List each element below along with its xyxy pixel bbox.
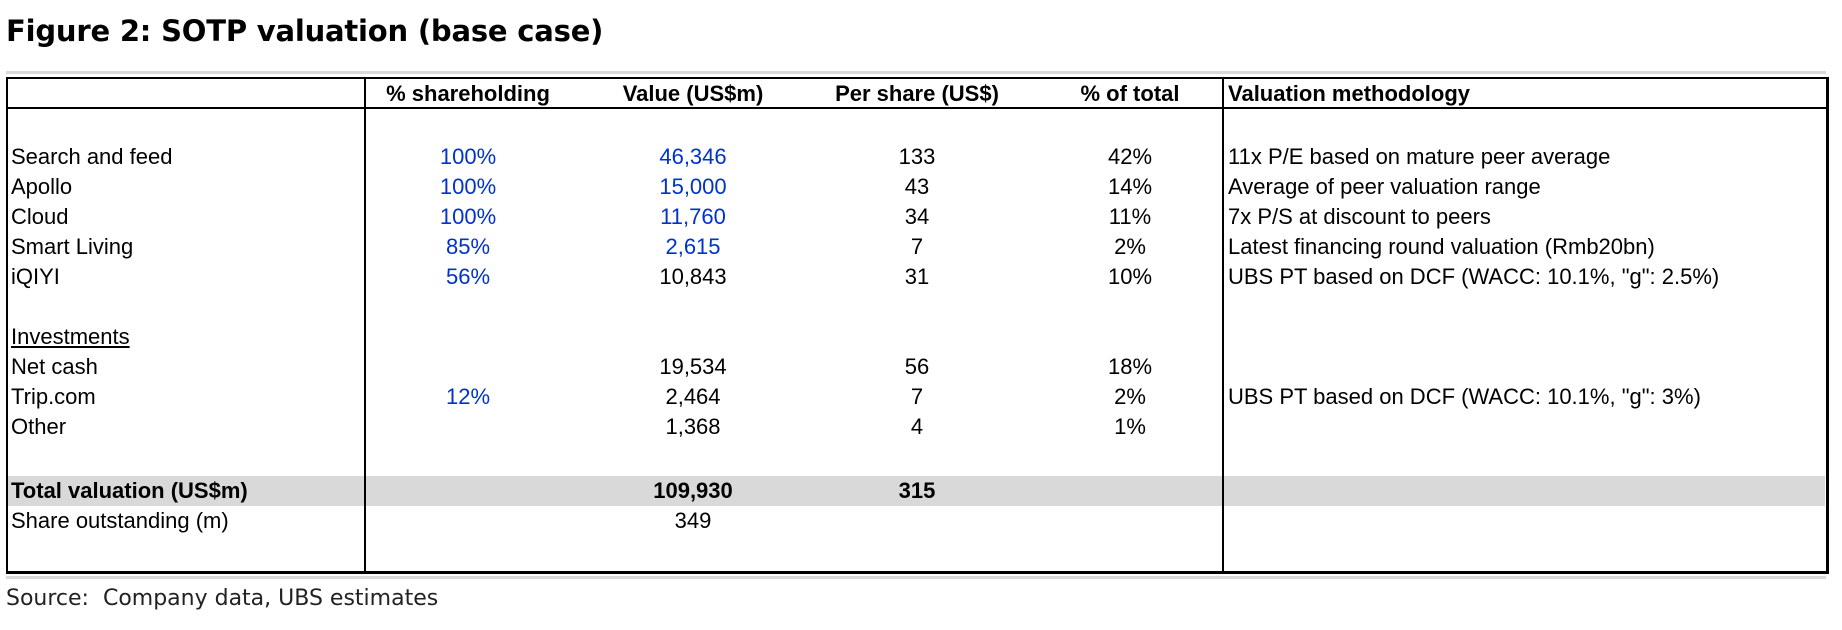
section-heading-investments: Investments	[11, 324, 130, 349]
row-methodology: Latest financing round valuation (Rmb20bn)	[1228, 234, 1655, 259]
row-methodology: 7x P/S at discount to peers	[1228, 204, 1491, 229]
bottom-rule	[6, 576, 1826, 579]
row-value: 2,464	[665, 384, 721, 409]
row-value: 1,368	[665, 414, 721, 439]
row-value: 2,615	[665, 234, 721, 259]
row-shareholding: 100%	[439, 204, 497, 229]
row-pct-total: 14%	[1107, 174, 1153, 199]
row-per-share: 43	[904, 174, 930, 199]
row-label: Search and feed	[11, 144, 173, 169]
header-shareholding: % shareholding	[386, 81, 550, 106]
row-label: iQIYI	[11, 264, 60, 289]
row-per-share: 56	[904, 354, 930, 379]
methodology-column-divider	[1222, 77, 1224, 574]
row-per-share: 7	[910, 384, 924, 409]
header-per-share: Per share (US$)	[835, 81, 999, 106]
header-value: Value (US$m)	[622, 81, 764, 106]
row-shareholding	[368, 352, 568, 382]
row-pct-total: 18%	[1107, 354, 1153, 379]
row-label: Net cash	[11, 354, 98, 379]
row-per-share: 7	[910, 234, 924, 259]
total-row-label: Total valuation (US$m)	[11, 478, 248, 503]
row-shareholding	[368, 412, 568, 442]
row-methodology: UBS PT based on DCF (WACC: 10.1%, "g": 3%)	[1228, 384, 1701, 409]
row-label: Other	[11, 414, 67, 439]
row-label: Trip.com	[11, 384, 96, 409]
row-value: 19,534	[659, 354, 727, 379]
row-per-share: 31	[904, 264, 930, 289]
figure-title: Figure 2: SOTP valuation (base case)	[6, 14, 604, 48]
row-per-share: 34	[904, 204, 930, 229]
row-shareholding: 56%	[445, 264, 491, 289]
total-row-value: 109,930	[653, 478, 733, 503]
row-per-share: 133	[898, 144, 936, 169]
row-pct-total: 42%	[1107, 144, 1153, 169]
row-shareholding: 12%	[445, 384, 491, 409]
row-pct-total: 11%	[1108, 204, 1152, 229]
row-value: 10,843	[659, 264, 727, 289]
row-pct-total: 1%	[1114, 414, 1146, 439]
label-column-divider	[364, 77, 366, 574]
row-value: 46,346	[659, 144, 727, 169]
header-pct-total: % of total	[1080, 81, 1180, 106]
row-shareholding: 100%	[439, 144, 497, 169]
row-label: Apollo	[11, 174, 73, 199]
total-row-per-share: 315	[898, 478, 936, 503]
header-methodology: Valuation methodology	[1228, 81, 1471, 106]
row-shareholding: 85%	[445, 234, 491, 259]
row-label: Cloud	[11, 204, 69, 229]
row-per-share: 4	[910, 414, 924, 439]
row-methodology: 11x P/E based on mature peer average	[1228, 144, 1611, 169]
row-shareholding: 100%	[439, 174, 497, 199]
row-value: 11,760	[660, 204, 726, 229]
row-label: Smart Living	[11, 234, 134, 259]
row-pct-total: 2%	[1114, 384, 1146, 409]
row-methodology: UBS PT based on DCF (WACC: 10.1%, "g": 2.5%)	[1228, 264, 1720, 289]
shares-outstanding-label: Share outstanding (m)	[11, 508, 229, 533]
row-value: 15,000	[659, 174, 727, 199]
row-pct-total: 2%	[1114, 234, 1146, 259]
shares-outstanding-value: 349	[674, 508, 712, 533]
row-pct-total: 10%	[1107, 264, 1153, 289]
top-rule	[6, 71, 1826, 74]
row-methodology: Average of peer valuation range	[1228, 174, 1541, 199]
source-note: Source: Company data, UBS estimates	[6, 586, 439, 611]
